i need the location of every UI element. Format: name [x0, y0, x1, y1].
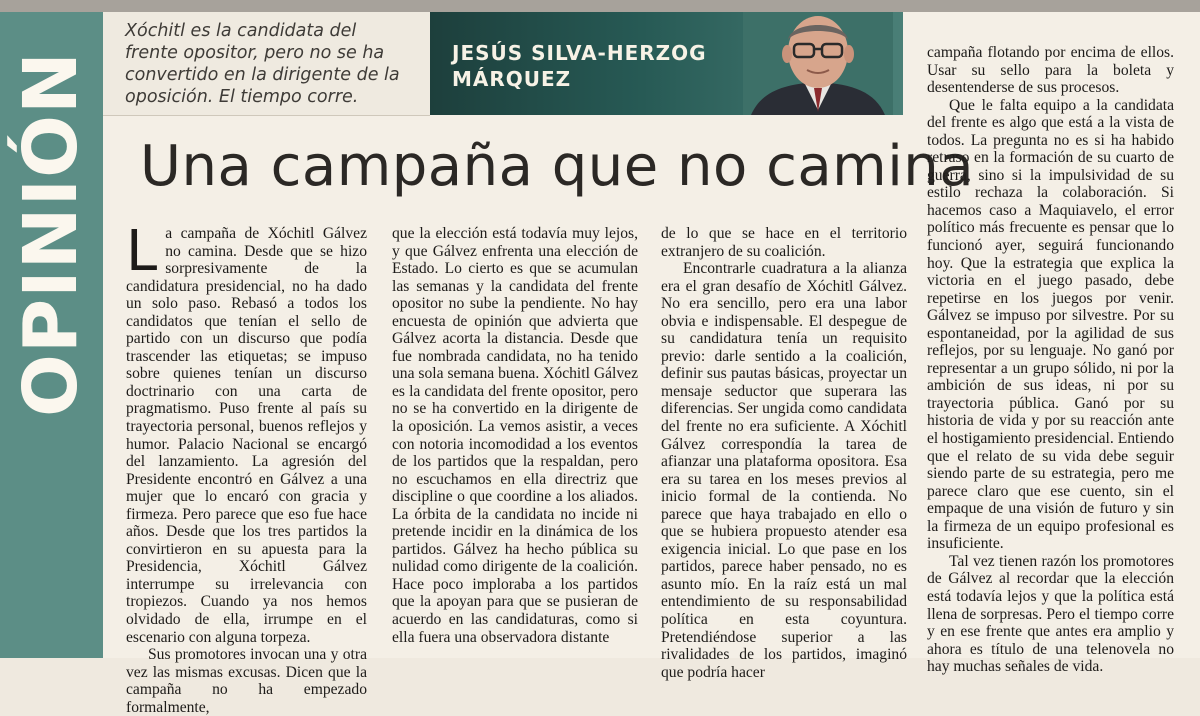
- drop-cap: L: [126, 219, 158, 284]
- paragraph: de lo que se hace en el territorio extranjero de su coalición.: [661, 225, 907, 260]
- paragraph: Que le falta equipo a la candidata del frente es algo que está a la vista de todos. La pregunta no es si ha habido retraso en la formación de su cuarto de guerra, sino si la impulsividad de su estilo rechaza la colaboración. Si hacemos caso a Maquiavelo, el error político más frecuente es pensar que lo funcionó ayer, seguirá funcionando hoy. Que la estrategia que explica la victoria en el juego pasado, debe repetirse en los juegos por venir. Gálvez se impuso por silvestre. Por su espontaneidad, por la agilidad de sus reflejos, por su lenguaje. No ganó por representar a un grupo sólido, ni por la ambición de sus ideas, ni por su trayectoria pública. Ganó por su historia de vida y por su reacción ante el hostigamiento presidencial. Entiendo que el relato de su vida debe seguir siendo parte de su estrategia, pero me parece claro que ese cuento, sin el empaque de una visión de futuro y sin la firmeza de un equipo profesional es insuficiente.: [927, 96, 1174, 553]
- author-name: [452, 40, 707, 92]
- paragraph: Tal vez tienen razón los promotores de Gálvez al recordar que la elección está todavía lejos y que la política está llena de sorpresas. Pero el tiempo corre y en ese frente que antes era amplio y ahora es título de una telenovela no hay muchas señales de vida.: [927, 552, 1174, 676]
- paragraph: Sus promotores invocan una y otra vez las mismas excusas. Dicen que la campaña no ha empezado formalmente,: [126, 646, 367, 716]
- article-column-2: [392, 225, 638, 646]
- author-band: [430, 12, 903, 115]
- teaser-text: Xóchitl es la candidata del frente opositor, pero no se ha convertido en la dirigente de la oposición. El tiempo corre.: [125, 21, 400, 107]
- paragraph: campaña flotando por encima de ellos. Usar su sello para la boleta y desentenderse de sus procesos.: [927, 44, 1174, 97]
- paragraph: a campaña de Xóchitl Gálvez no camina. Desde que se hizo sorpresivamente de la candidatura presidencial, no ha dado un solo paso. Rebasó a todos los candidatos que tenían el sello de partido con un discurso que podía trascender las etiquetas; se impuso sobre quienes tenían un discurso doctrinario con una carta de pragmatismo. Puso frente al país su trayectoria personal, buenos reflejos y humor. Palacio Nacional se encargó del lanzamiento. La agresión del Presidente encontró en Gálvez a una mujer que lo encaró con gracia y firmeza. Pero parece que eso fue hace años. Desde que los tres partidos la convirtieron en su apuesta para la Presidencia, Xóchitl Gálvez interrumpe su irrelevancia con tropiezos. Cuando ya nos hemos olvidado de ella, irrumpe en el escenario con alguna torpeza.: [126, 225, 367, 646]
- article-headline: Una campaña que no camina: [140, 134, 975, 199]
- author-name-line1: JESÚS SILVA-HERZOG: [452, 41, 707, 65]
- article-column-4: [927, 44, 1174, 676]
- paragraph: Encontrarle cuadratura a la alianza era el gran desafío de Xóchitl Gálvez. No era sencillo, pero era una labor obvia e indispensable. El despegue de su candidatura tenía un requisito previo: darle sentido a la coalición, definir sus pautas básicas, proyectar un mensaje seductor que superara las diferencias. Ser ungida como candidata del frente no era suficiente. A Xóchitl Gálvez correspondía la tarea de afianzar una plataforma opositora. Esa era su tarea en los meses previos al inicio formal de la contienda. No parece que haya trabajado en ello o que se hubiera propuesto atender esa exigencia inicial. Lo que pase en los partidos, parece haber pensado, no es asunto mío. En la raíz está un mal entendimiento de su responsabilidad política en esta coyuntura. Pretendiéndose superior a las rivalidades de los partidos, imaginó que podría hacer: [661, 260, 907, 681]
- author-portrait: [743, 12, 893, 115]
- section-label: OPINIÓN: [8, 51, 94, 417]
- top-edge-bar: [0, 0, 1200, 12]
- author-name-line2: MÁRQUEZ: [452, 67, 572, 91]
- article-column-1: [126, 219, 367, 716]
- article-column-3: [661, 225, 907, 681]
- paragraph: que la elección está todavía muy lejos, y que Gálvez enfrenta una elección de Estado. Lo cierto es que se acumulan las semanas y la candidata del frente opositor no sube la pendiente. No hay encuesta de opinión que advierta que Gálvez acorta la distancia. Desde que fue nombrada candidata, no ha tenido una sola semana buena. Xóchitl Gálvez es la candidata del frente opositor, pero no se ha convertido en la dirigente de la oposición. La vemos asistir, a veces con notoria incomodidad a los eventos de los partidos que la respaldan, pero no escuchamos en ella directriz que discipline o que coordine a los aliados. La órbita de la candidata no incide ni pretende incidir en la dinámica de los partidos. Gálvez ha hecho pública su nulidad como dirigente de la coalición. Hace poco imploraba a los partidos que la apoyan para que se pusieran de acuerdo en las candidaturas, como si ella fuera una observadora distante: [392, 225, 638, 646]
- section-sidebar: [0, 12, 103, 658]
- teaser-box: [103, 12, 430, 116]
